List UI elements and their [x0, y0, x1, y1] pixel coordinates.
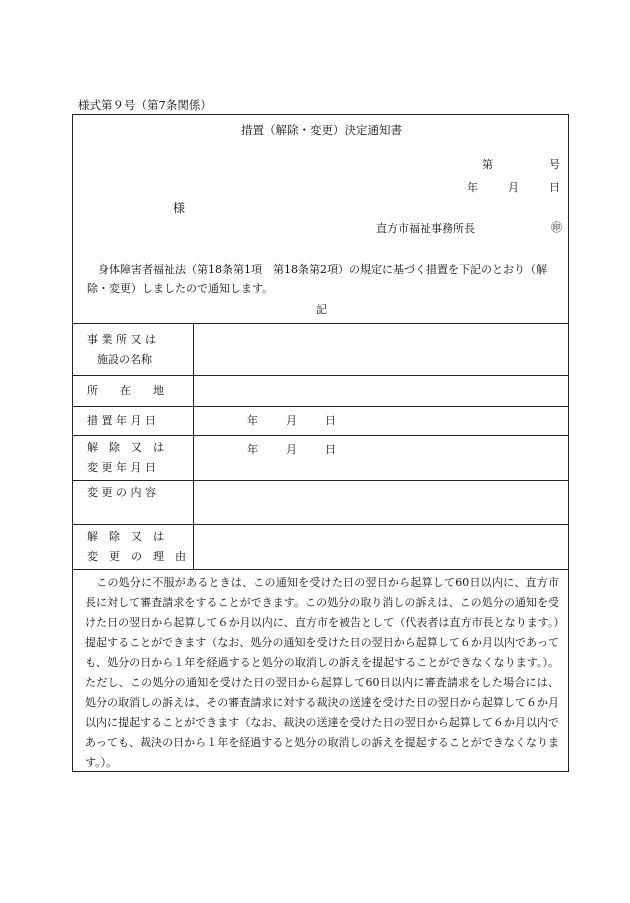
change-date — [247, 441, 336, 457]
row-label — [73, 407, 194, 436]
row-value — [194, 481, 570, 525]
issue-day: 日 — [549, 181, 560, 194]
form-number-label: 様式第９号（第7条関係） — [78, 98, 212, 112]
table-row — [73, 481, 569, 525]
row-label — [73, 376, 194, 407]
date-month: 月 — [286, 414, 297, 427]
table-row — [73, 324, 569, 376]
date-day: 日 — [325, 414, 336, 427]
table-row — [73, 436, 569, 481]
detail-table — [73, 323, 569, 569]
row-label — [73, 481, 194, 525]
date-day: 日 — [325, 443, 336, 456]
label-line: 所 在 地 — [87, 384, 164, 397]
number-suffix: 号 — [549, 158, 560, 171]
row-value — [194, 324, 570, 376]
row-value — [194, 407, 570, 436]
issue-date-line — [467, 179, 560, 195]
date-year: 年 — [247, 443, 258, 456]
row-value — [194, 376, 570, 407]
label-line: 解 除 又 は — [87, 441, 164, 454]
appeal-notice — [73, 569, 569, 773]
table-row — [73, 525, 569, 569]
row-value — [194, 436, 570, 481]
notice-body — [87, 260, 565, 298]
number-prefix: 第 — [482, 158, 493, 171]
addressee-suffix: 様 — [173, 201, 186, 215]
issue-month: 月 — [508, 181, 519, 194]
date-year: 年 — [247, 414, 258, 427]
document-title: 措置（解除・変更）決定通知書 — [241, 123, 402, 137]
label-line: 変 更 年 月 日 — [87, 461, 156, 474]
label-line: 解 除 又 は — [87, 529, 164, 543]
label-line: 措 置 年 月 日 — [87, 414, 156, 427]
document-number-line — [482, 156, 560, 172]
label-line: 変 更 の 内 容 — [87, 486, 156, 499]
appeal-notice-text: この処分に不服があるときは、この通知を受けた日の翌日から起算して60日以内に、直方市長に対して審査請求をすることができます。この処分の取り消しの訴えは、この処分の通知を受けた日の翌日から起算して６か月以内に、直方市を被告として（代表者は直方市長となります。）提起することができます（なお、処分の通知を受けた日の翌日から起算して６か月以内であっても、処分の日から１年を経過すると処分の取消しの訴えを提起することができなくなります。）。ただし、この処分の通知を受けた日の翌日から起算して60日以内に審査請求をした場合には、処分の取消しの訴えは、その審査請求に対する裁決の送達を受けた日の翌日から起算して６か月以内に提起することができます（なお、裁決の送達を受けた日の翌日から起算して６か月以内であっても、裁決の日から１年を経過すると処分の取消しの訴えを提起することができなくなります。）。 — [85, 576, 559, 769]
label-line: 変 更 の 理 由 — [87, 549, 186, 563]
table-row — [73, 407, 569, 436]
ki-heading: 記 — [316, 303, 327, 316]
date-month: 月 — [286, 443, 297, 456]
measure-date — [247, 412, 336, 428]
seal-mark: ㊞ — [551, 221, 562, 234]
row-label — [73, 525, 194, 569]
issue-year: 年 — [467, 181, 478, 194]
label-line: 事 業 所 又 は — [87, 332, 156, 346]
row-label — [73, 324, 194, 376]
label-line: 施設の名称 — [97, 352, 152, 366]
issuer-name: 直方市福祉事務所長 — [376, 222, 475, 235]
row-label — [73, 436, 194, 481]
row-value — [194, 525, 570, 569]
table-row — [73, 376, 569, 407]
notice-form — [72, 114, 569, 772]
notice-body-text: 身体障害者福祉法（第18条第1項 第18条第2項）の規定に基づく措置を下記のとおり（解除・変更）しましたので通知します。 — [87, 263, 547, 295]
